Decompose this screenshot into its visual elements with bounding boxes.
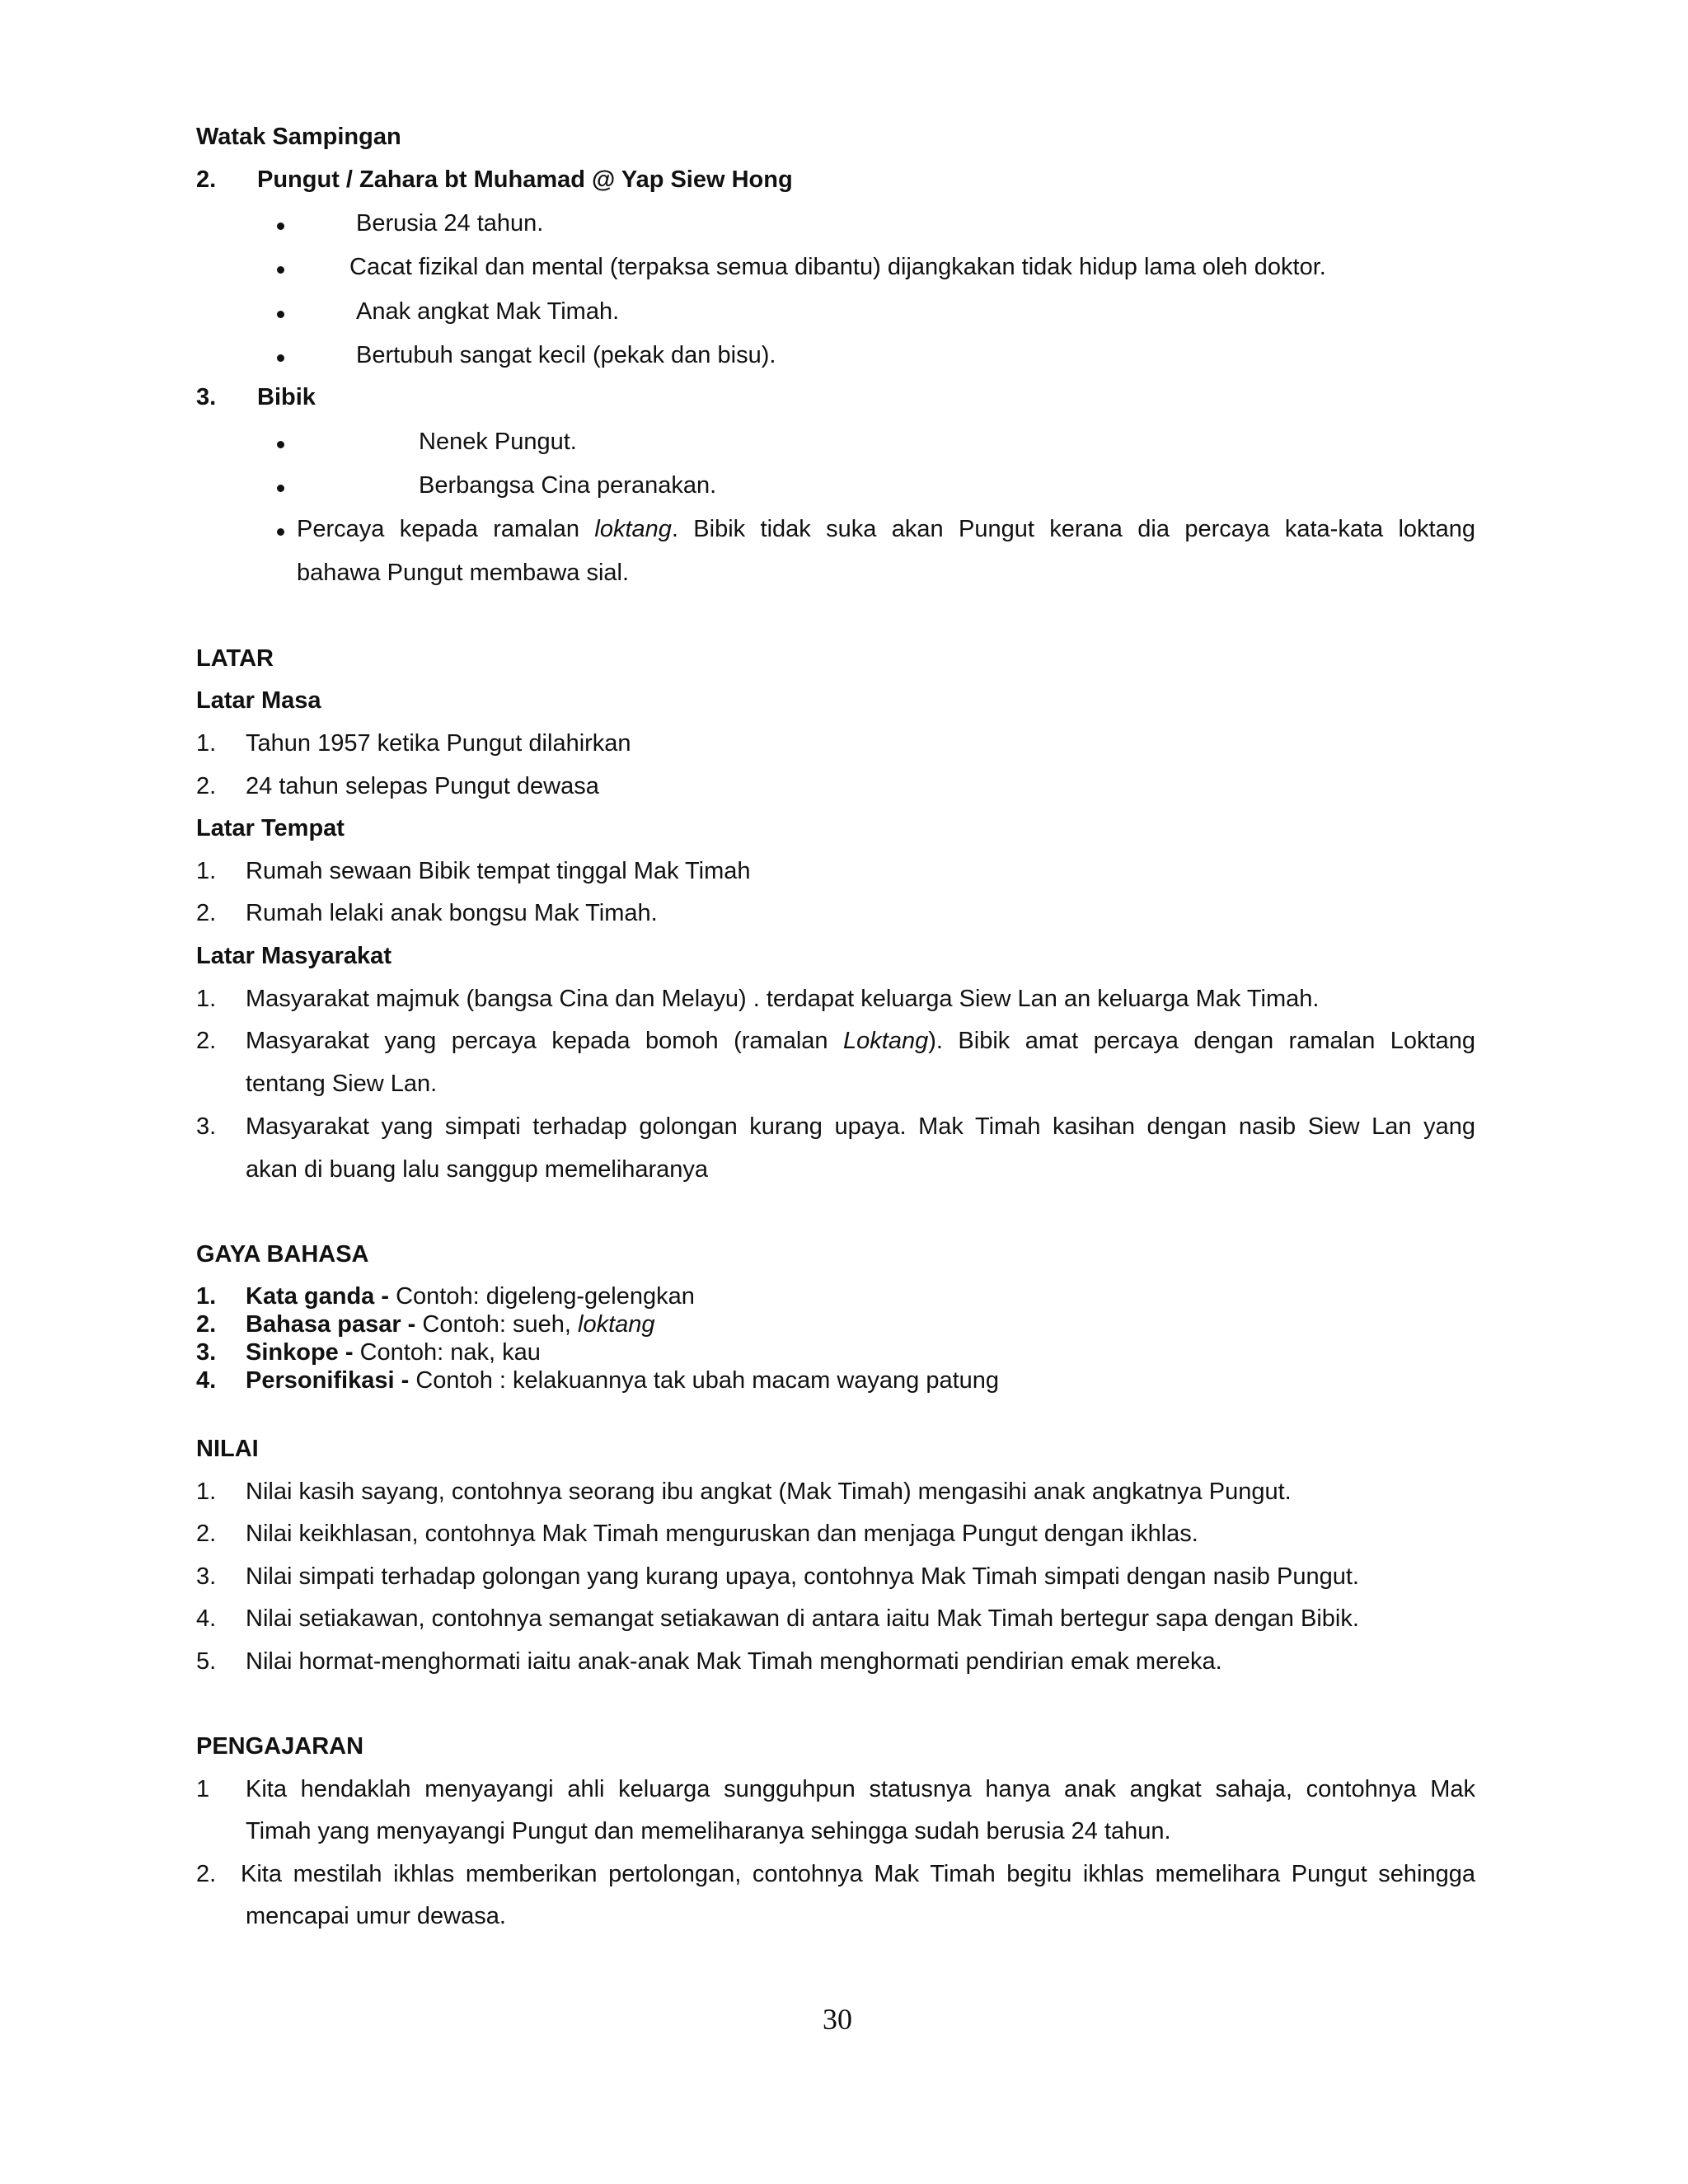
list-item-continuation: akan di buang lalu sanggup memeliharanya <box>246 1156 709 1183</box>
bullet-dot <box>277 311 284 318</box>
list-number: 1. <box>196 858 217 884</box>
list-item: Nilai keikhlasan, contohnya Mak Timah menguruskan dan menjaga Pungut dengan ikhlas. <box>246 1521 1198 1547</box>
list-item-continuation: tentang Siew Lan. <box>246 1071 438 1097</box>
section-heading-latar: LATAR <box>196 645 274 672</box>
section-heading-nilai: NILAI <box>196 1436 259 1462</box>
bullet-item: Anak angkat Mak Timah. <box>356 298 620 325</box>
list-number: 2. <box>196 1311 217 1338</box>
subheading-latar-masa: Latar Masa <box>196 687 321 714</box>
list-number: 2. <box>196 773 217 799</box>
bullet-dot <box>277 266 284 274</box>
list-number: 3. <box>196 1563 217 1590</box>
list-item: Nilai simpati terhadap golongan yang kurang upaya, contohnya Mak Timah simpati dengan nasib Pungut. <box>246 1563 1359 1590</box>
section-heading-pengajaran: PENGAJARAN <box>196 1733 364 1760</box>
list-item: Masyarakat yang percaya kepada bomoh (ramalan Loktang). Bibik amat percaya dengan ramalan Loktang <box>246 1028 1475 1054</box>
list-item-continuation: Timah yang menyayangi Pungut dan memeliharanya sehingga sudah berusia 24 tahun. <box>246 1818 1171 1844</box>
list-item: Nilai setiakawan, contohnya semangat setiakawan di antara iaitu Mak Timah bertegur sapa dengan Bibik. <box>246 1605 1359 1632</box>
bullet-item: Berbangsa Cina peranakan. <box>419 472 717 499</box>
bullet-item-long: Percaya kepada ramalan loktang. Bibik tidak suka akan Pungut kerana dia percaya kata-kata loktang <box>297 516 1475 542</box>
bullet-dot <box>277 354 284 362</box>
list-number: 2. <box>196 1521 217 1547</box>
list-item: Masyarakat yang simpati terhadap golongan kurang upaya. Mak Timah kasihan dengan nasib Siew Lan yang <box>246 1113 1475 1140</box>
list-number: 4. <box>196 1605 217 1632</box>
subheading-latar-masyarakat: Latar Masyarakat <box>196 943 392 969</box>
list-number: 1. <box>196 986 217 1012</box>
bullet-dot <box>277 223 284 230</box>
list-number: 1. <box>196 1479 217 1505</box>
list-item: Kita hendaklah menyayangi ahli keluarga sungguhpun statusnya hanya anak angkat sahaja, contohnya Mak <box>246 1776 1475 1802</box>
list-item: Masyarakat majmuk (bangsa Cina dan Melayu) . terdapat keluarga Siew Lan an keluarga Mak Timah. <box>246 986 1320 1012</box>
list-item: Rumah sewaan Bibik tempat tinggal Mak Timah <box>246 858 751 884</box>
section-heading-watak-sampingan: Watak Sampingan <box>196 124 401 150</box>
list-item: 24 tahun selepas Pungut dewasa <box>246 773 599 799</box>
character-name-bibik: Bibik <box>257 384 316 410</box>
list-item: Nilai hormat-menghormati iaitu anak-anak Mak Timah menghormati pendirian emak mereka. <box>246 1648 1222 1675</box>
list-number: 4. <box>196 1367 217 1394</box>
list-number: 2. <box>196 1861 217 1887</box>
style-item: Bahasa pasar - Contoh: sueh, loktang <box>246 1311 655 1338</box>
bullet-dot <box>277 528 284 536</box>
bullet-item: Bertubuh sangat kecil (pekak dan bisu). <box>356 342 776 368</box>
list-item: Tahun 1957 ketika Pungut dilahirkan <box>246 730 631 757</box>
list-item-continuation: mencapai umur dewasa. <box>246 1903 506 1929</box>
list-number: 1 <box>196 1776 210 1802</box>
list-item: Nilai kasih sayang, contohnya seorang ibu angkat (Mak Timah) mengasihi anak angkatnya Pungut. <box>246 1479 1292 1505</box>
character-name-pungut: Pungut / Zahara bt Muhamad @ Yap Siew Hong <box>257 166 793 193</box>
list-number: 3. <box>196 1113 217 1140</box>
list-item: Rumah lelaki anak bongsu Mak Timah. <box>246 900 658 926</box>
bullet-item: Nenek Pungut. <box>419 429 577 455</box>
list-item: Kita mestilah ikhlas memberikan pertolongan, contohnya Mak Timah begitu ikhlas memelihara Pungut sehingga <box>241 1861 1475 1887</box>
list-number: 2. <box>196 1028 217 1054</box>
style-item: Sinkope - Contoh: nak, kau <box>246 1339 541 1366</box>
list-number: 2. <box>196 900 217 926</box>
list-number: 1. <box>196 730 217 757</box>
subheading-latar-tempat: Latar Tempat <box>196 815 345 841</box>
character-number: 3. <box>196 384 217 410</box>
character-number: 2. <box>196 166 217 193</box>
bullet-dot <box>277 441 284 448</box>
bullet-item-continuation: bahawa Pungut membawa sial. <box>297 560 630 586</box>
style-item: Personifikasi - Contoh : kelakuannya tak ubah macam wayang patung <box>246 1367 1000 1394</box>
list-number: 1. <box>196 1283 217 1310</box>
list-number: 3. <box>196 1339 217 1366</box>
style-item: Kata ganda - Contoh: digeleng-gelengkan <box>246 1283 695 1310</box>
list-number: 5. <box>196 1648 217 1675</box>
section-heading-gaya-bahasa: GAYA BAHASA <box>196 1241 369 1268</box>
page-number: 30 <box>823 2003 852 2036</box>
bullet-item: Cacat fizikal dan mental (terpaksa semua dibantu) dijangkakan tidak hidup lama oleh doktor. <box>349 254 1326 280</box>
bullet-dot <box>277 485 284 492</box>
bullet-item: Berusia 24 tahun. <box>356 210 544 237</box>
